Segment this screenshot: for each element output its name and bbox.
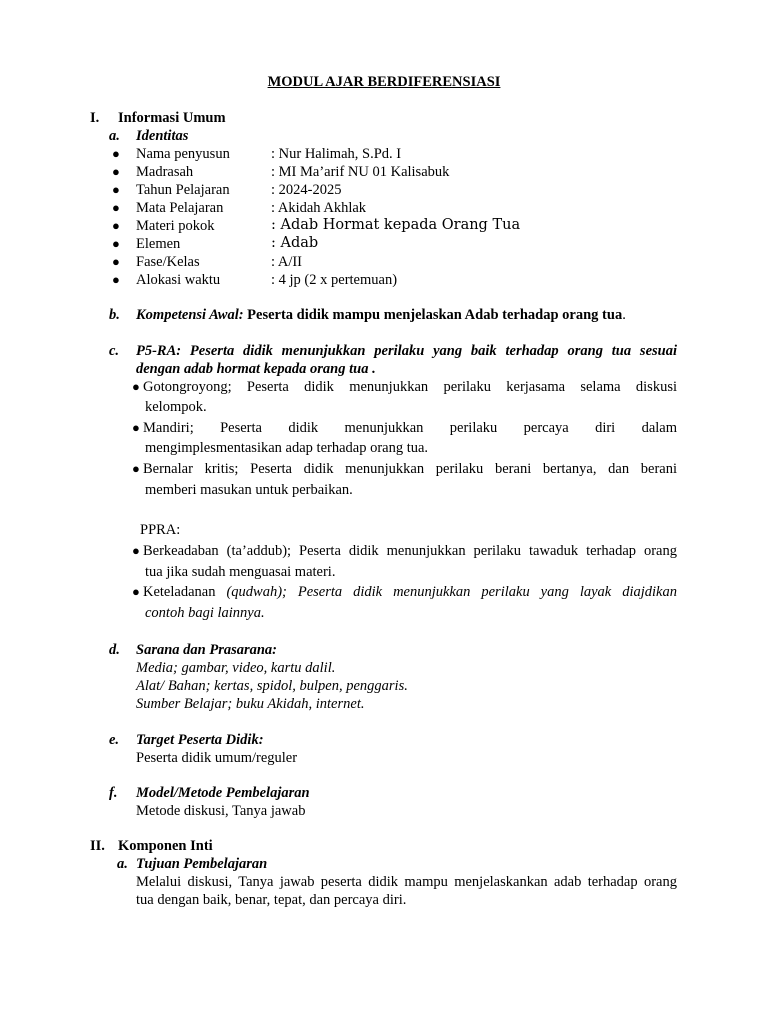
ppra-item-2-line-2: contoh bagi lainnya. [145,605,265,621]
identity-value: : MI Ma’arif NU 01 Kalisabuk [271,164,450,180]
bullet-icon: ● [112,200,120,215]
sarana-line: Sumber Belajar; buku Akidah, internet. [136,696,365,712]
identity-key: Nama penyusun [136,146,230,162]
bullet-icon: ● [112,146,120,161]
bullet-icon: ● [112,218,120,233]
p5ra-item-2-line-1: Mandiri; Peserta didik menunjukkan perilaku percaya diri dalam [143,420,677,436]
identity-value: : 2024-2025 [271,182,342,198]
kompetensi-awal-end: . [622,307,626,323]
section-2-heading: Komponen Inti [118,838,213,854]
identity-value: : Adab [271,235,319,251]
bullet-icon: ● [132,543,140,558]
ppra-item-2-italic: (qudwah); Peserta didik menunjukkan perilaku yang layak diajdikan [226,584,677,600]
identity-value: : 4 jp (2 x pertemuan) [271,272,398,288]
metode-heading: Model/Metode Pembelajaran [136,785,310,801]
subsection-a-heading: Identitas [136,128,189,144]
identity-key: Madrasah [136,164,194,180]
p5ra-item-2-line-2: mengimplesmentasikan adap terhadap orang tua. [145,440,429,456]
tujuan-line-2: tua dengan baik, benar, tepat, dan percaya diri. [136,892,407,908]
bullet-icon: ● [132,379,140,394]
identity-value: : A/II [271,254,303,270]
sarana-line: Alat/ Bahan; kertas, spidol, bulpen, penggaris. [136,678,408,694]
bullet-icon: ● [112,164,120,179]
ppra-item-2-line-1 [143,583,677,601]
p5ra-item-1-line-2: kelompok. [145,399,207,415]
bullet-icon: ● [132,584,140,599]
target-heading: Target Peserta Didik: [136,732,264,748]
target-text: Peserta didik umum/reguler [136,750,298,766]
section-2-a-letter: a. [117,856,128,872]
ppra-item-1-line-1: Berkeadaban (ta’addub); Peserta didik menunjukkan perilaku tawaduk terhadap orang [143,543,677,559]
identity-key: Materi pokok [136,218,215,234]
subsection-d-letter: d. [109,642,120,658]
identity-value: : Akidah Akhlak [271,200,367,216]
document-title: MODUL AJAR BERDIFERENSIASI [267,74,501,90]
identity-key: Tahun Pelajaran [136,182,230,198]
identity-key: Alokasi waktu [136,272,221,288]
subsection-f-letter: f. [109,785,118,801]
metode-text: Metode diskusi, Tanya jawab [136,803,306,819]
bullet-icon: ● [132,420,140,435]
bullet-icon: ● [112,254,120,269]
p5ra-item-3-line-2: memberi masukan untuk perbaikan. [145,482,353,498]
subsection-c-letter: c. [109,343,120,359]
identity-key: Elemen [136,236,181,252]
identity-value: : Nur Halimah, S.Pd. I [271,146,402,162]
tujuan-heading: Tujuan Pembelajaran [136,856,268,872]
ppra-item-1-line-2: tua jika sudah menguasai materi. [145,564,336,580]
bullet-icon: ● [112,182,120,197]
bullet-icon: ● [112,236,120,251]
ppra-label: PPRA: [140,522,181,538]
subsection-b-letter: b. [109,307,120,323]
sarana-line: Media; gambar, video, kartu dalil. [136,660,336,676]
subsection-a-letter: a. [109,128,120,144]
subsection-e-letter: e. [109,732,120,748]
kompetensi-awal [136,306,626,324]
sarana-heading: Sarana dan Prasarana: [136,642,278,658]
section-1-heading: Informasi Umum [118,110,226,126]
identity-value: : Adab Hormat kepada Orang Tua [271,217,521,233]
p5ra-item-3-line-1: Bernalar kritis; Peserta didik menunjukkan perilaku berani bertanya, dan berani [143,461,677,477]
section-2-number: II. [90,838,105,854]
p5ra-line-1: P5-RA: Peserta didik menunjukkan perilaku yang baik terhadap orang tua sesuai [136,343,677,359]
kompetensi-awal-text: Peserta didik mampu menjelaskan Adab terhadap orang tua [247,307,623,323]
identity-key: Fase/Kelas [136,254,200,270]
p5ra-line-2: dengan adab hormat kepada orang tua . [136,361,376,377]
identity-key: Mata Pelajaran [136,200,224,216]
section-1-number: I. [90,110,100,126]
bullet-icon: ● [112,272,120,287]
kompetensi-awal-label: Kompetensi Awal: [136,307,244,323]
ppra-item-2-lead: Keteladanan [143,584,216,600]
p5ra-item-1-line-1: Gotongroyong; Peserta didik menunjukkan perilaku kerjasama selama diskusi [143,379,677,395]
bullet-icon: ● [132,461,140,476]
tujuan-line-1: Melalui diskusi, Tanya jawab peserta didik mampu menjelaskankan adab terhadap orang [136,874,677,890]
